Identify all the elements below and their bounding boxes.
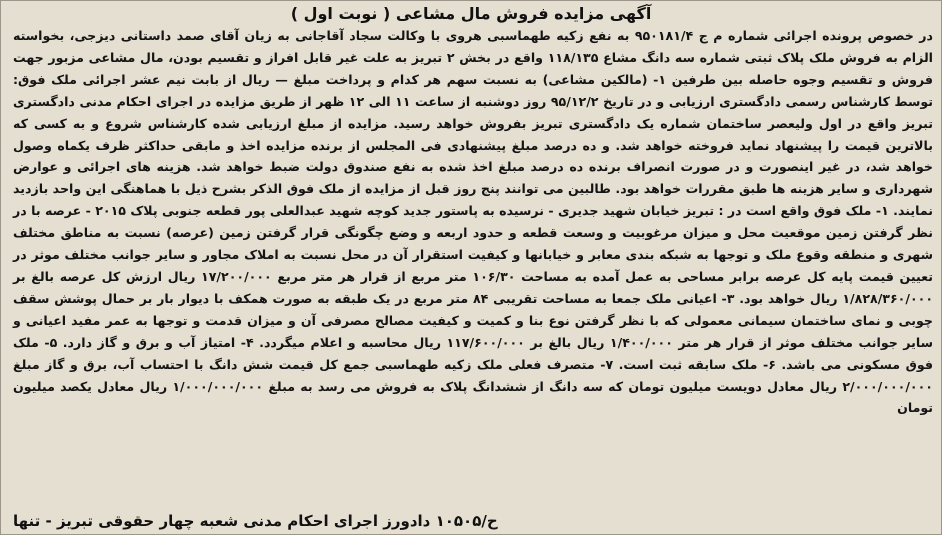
notice-title: آگهی مزایده فروش مال مشاعی ( نوبت اول ) [290,4,652,23]
notice-footer: ح/۱۰۵۰۵ دادورز اجرای احکام مدنی شعبه چهار حقوقی تبریز - تنها [13,512,498,530]
notice-body: در خصوص پرونده اجرائی شماره م ج ۹۵۰۱۸۱/۴ به نفع زکیه طهماسبی هروی با وکالت سجاد آقاجانی به زیان آقای صمد داستانی دیزجی، بخواسته الزام به فروش ملک پلاک ثبتی شماره سه دانگ مشاع ۱۱۸/۱۳۵ واقع در بخش ۲ تبریز به علت غیر قابل افراز و تقسیم بودن، مال مشاعی مزبور جهت فروش و تقسیم وجوه حاصله بین طرفین ۱- (مالکین مشاعی) به نسبت سهم هر کدام و پرداخت مبلغ — ریال از بابت نیم عشر اجرائی ملک فوق: توسط کارشناس رسمی دادگستری ارزیابی و در تاریخ ۹۵/۱۲/۲ روز دوشنبه از ساعت ۱۱ الی ۱۲ ظهر از طریق مزایده در اجرای احکام مدنی دادگستری تبریز واقع در اول ولیعصر ساختمان شماره یک دادگستری تبریز بفروش خواهد رسید. مزایده از مبلغ ارزیابی شده کارشناس شروع و به کسی که بالاترین قیمت را پیشنهاد نماید فروخته خواهد شد. و ده درصد مبلغ پیشنهادی فی المجلس از برنده مزایده اخذ و مابقی حداکثر ظرف یکماه وصول خواهد شد، در غیر اینصورت و در صورت انصراف برنده ده درصد مبلغ اخذ شده به نفع صندوق دولت ضبط خواهد شد. هزینه های اجرائی و عوارض شهرداری و سایر هزینه ها طبق مقررات خواهد بود. طالبین می توانند پنج روز قبل از مزایده از ملک فوق الذکر بشرح ذیل با هماهنگی این واحد بازدید نمایند. ۱- ملک فوق واقع است در : تبریز خیابان شهید جدیری - نرسیده به پاستور جدید کوچه شهید عبدالعلی پور قطعه جنوبی پلاک ۲۰۱۵ - عرصه با در نظر گرفتن زمین موقعیت محل و میزان مرغوبیت و وسعت قطعه و حدود اربعه و وضع چگونگی قرار گرفتن زمین (عرصه) نسبت به مناطق مختلف شهری و منطقه وقوع ملک و توجها به شبکه بندی معابر و خیابانها و کیفیت استقرار آن در محل نسبت به املاک مجاور و سایر جوانب مختلف موثر در تعیین قیمت پایه کل عرصه برابر مساحی به عمل آمده به مساحت ۱۰۶/۳۰ متر مربع از قرار هر متر مربع ۱۷/۲۰۰/۰۰۰ ریال ارزش کل عرصه بالغ بر ۱/۸۲۸/۳۶۰/۰۰۰ ریال خواهد بود. ۳- اعیانی ملک جمعا به مساحت تقریبی ۸۴ متر مربع در یک طبقه به صورت همکف با دیوار بار بر حمال پوشش سقف چوبی و نمای ساختمان سیمانی معمولی که با نظر گرفتن نوع بنا و کمیت و کیفیت مصالح مصرفی آن و میزان قدمت و توجها به عمر مفید اعیانی و سایر جوانب مختلف موثر از قرار هر متر ۱/۴۰۰/۰۰۰ ریال بالغ بر ۱۱۷/۶۰۰/۰۰۰ ریال محاسبه و اعلام میگردد. ۴- امتیاز آب و برق و گاز دارد. ۵- ملک فوق مسکونی می باشد. ۶- ملک سابقه ثبت است. ۷- متصرف فعلی ملک زکیه طهماسبی جمع کل قیمت شش دانگ با احتساب آب، برق و گاز مبلغ ۲/۰۰۰/۰۰۰/۰۰۰ ریال معادل دویست میلیون تومان که سه دانگ از ششدانگ پلاک به فروش می رسد به مبلغ ۱/۰۰۰/۰۰۰/۰۰۰ ریال معادل یکصد میلیون تومان [13,28,934,416]
